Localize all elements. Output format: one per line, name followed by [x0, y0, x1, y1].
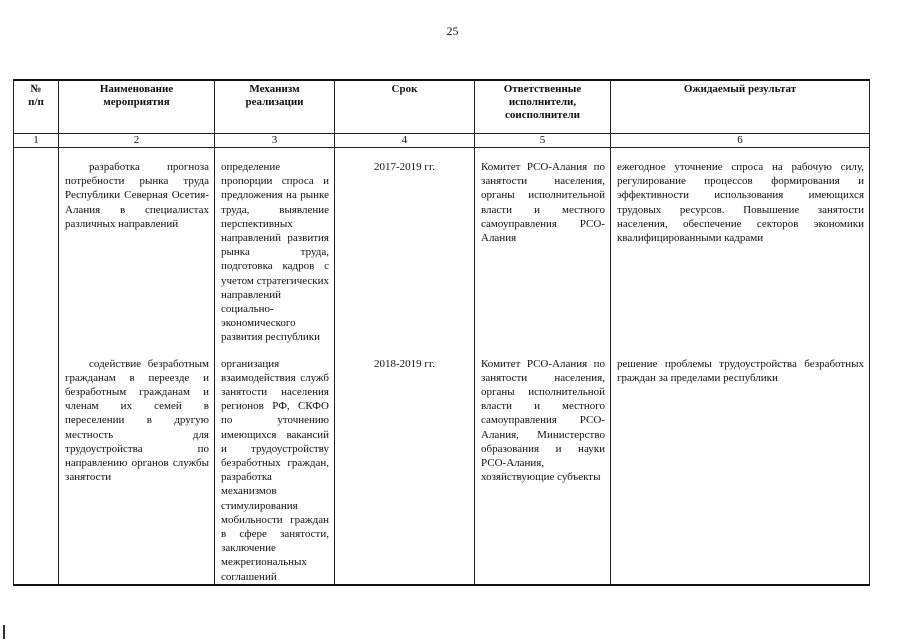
header-number: № п/п	[14, 80, 59, 134]
header-name: Наименование мероприятия	[59, 80, 215, 134]
row-number	[14, 357, 59, 585]
table-row	[14, 160, 870, 345]
responsible-executors: Комитет РСО-Алания по занятости населения, органы исполнительной власти и местного самоуправления РСО-Алания	[475, 160, 611, 345]
activity-name: разработка прогноза потребности рынка труда Республики Северная Осетия-Алания в специалистах различных направлений	[59, 160, 215, 345]
row-number	[14, 160, 59, 345]
column-number: 2	[59, 134, 215, 148]
activity-term: 2018-2019 гг.	[335, 357, 475, 585]
scan-edge-mark	[3, 625, 5, 639]
expected-result: ежегодное уточнение спроса на рабочую силу, регулирование процессов формирования и эффективности использования имеющихся трудовых ресурсов. Повышение занятости населения, обеспечение секторов экономики квалифицированными кадрами	[611, 160, 870, 345]
table-row	[14, 357, 870, 585]
implementation-mechanism: определение пропорции спроса и предложения на рынке труда, выявление перспективных направлений развития рынка труда, подготовка кадров с учетом стратегических направлений социально-экономического развития республики	[215, 160, 335, 345]
responsible-executors: Комитет РСО-Алания по занятости населения, органы исполнительной власти и местного самоуправления РСО-Алания, Министерство образования и науки РСО-Алания, хозяйствующие субъекты	[475, 357, 611, 585]
activities-table	[13, 79, 870, 586]
column-number: 6	[611, 134, 870, 148]
header-responsible: Ответственные исполнители, соисполнители	[475, 80, 611, 134]
column-number: 4	[335, 134, 475, 148]
header-mechanism: Механизм реализации	[215, 80, 335, 134]
activity-term: 2017-2019 гг.	[335, 160, 475, 345]
page-number: 25	[446, 24, 459, 38]
column-numbers-row	[14, 134, 870, 148]
implementation-mechanism: организация взаимодействия служб занятости населения регионов РФ, СКФО по уточнению имеющихся вакансий и трудоустройству безработных граждан, разработка механизмов стимулирования мобильности граждан в сфере занятости, заключение межрегиональных соглашений	[215, 357, 335, 585]
activity-name: содействие безработным гражданам в переезде и безработным гражданам и членам их семей в переселении в другую местность для трудоустройства по направлению органов службы занятости	[59, 357, 215, 585]
header-term: Срок	[335, 80, 475, 134]
column-number: 1	[14, 134, 59, 148]
expected-result: решение проблемы трудоустройства безработных граждан за пределами республики	[611, 357, 870, 585]
column-number: 5	[475, 134, 611, 148]
header-result: Ожидаемый результат	[611, 80, 870, 134]
column-number: 3	[215, 134, 335, 148]
table-header-row	[14, 80, 870, 134]
